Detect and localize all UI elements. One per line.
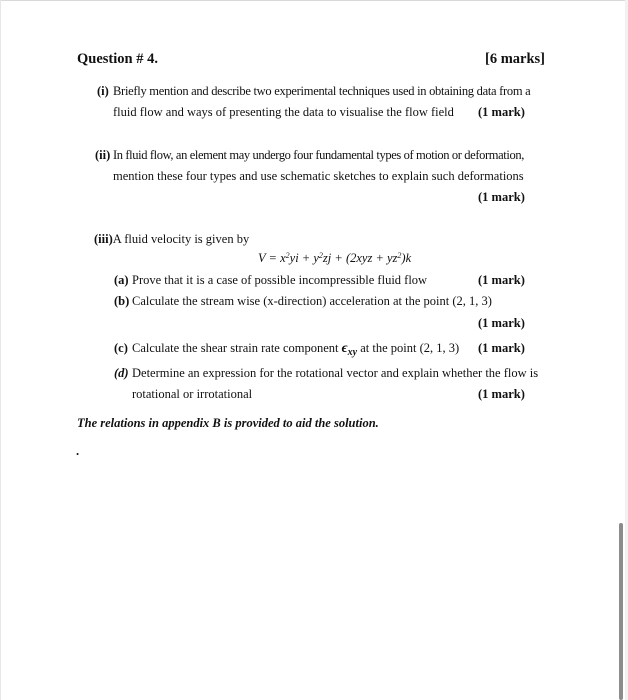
page-frame-left <box>0 0 1 700</box>
part-iii-d-label: (d) <box>114 366 129 380</box>
part-ii-marks: (1 mark) <box>478 190 525 204</box>
part-iii-heading <box>94 232 249 247</box>
part-i-marks: (1 mark) <box>478 105 525 119</box>
page-frame-top <box>0 0 628 1</box>
part-iii-d-marks: (1 mark) <box>478 387 525 401</box>
part-iii-c-marks: (1 mark) <box>478 341 525 355</box>
part-iii-a-marks: (1 mark) <box>478 273 525 287</box>
part-ii-line2: mention these four types and use schematic sketches to explain such deformations <box>113 169 524 183</box>
part-ii-line1: In fluid flow, an element may undergo four fundamental types of motion or deformation, <box>113 148 524 162</box>
part-iii-c-text: Calculate the shear strain rate component $\epsilon_{xy}$ at the point (2, 1, 3) <box>132 341 460 358</box>
part-iii-d-line2: rotational or irrotational <box>132 387 253 401</box>
part-iii-a-text: Prove that it is a case of possible incompressible fluid flow <box>132 273 428 287</box>
part-iii-a-label: (a) <box>114 273 129 287</box>
part-iii-b-text: Calculate the stream wise (x-direction) acceleration at the point (2, 1, 3) <box>132 294 492 308</box>
stray-mark: . <box>76 444 80 458</box>
part-iii-label: (iii) <box>94 232 113 246</box>
question-title: Question # 4. <box>77 51 158 67</box>
part-i-label: (i) <box>97 84 109 98</box>
part-i-line2: fluid flow and ways of presenting the data to visualise the flow field <box>113 105 454 119</box>
part-i-line1: Briefly mention and describe two experimental techniques used in obtaining data from a <box>113 84 531 98</box>
total-marks: [6 marks] <box>485 51 546 67</box>
part-iii-intro: A fluid velocity is given by <box>112 232 250 246</box>
part-ii-label: (ii) <box>95 148 111 162</box>
part-iii-d-line1: Determine an expression for the rotational vector and explain whether the flow is <box>132 366 539 380</box>
appendix-note: The relations in appendix B is provided to aid the solution. <box>77 416 379 430</box>
shear-strain-symbol: $\epsilon_{xy}$ <box>341 341 358 358</box>
part-iii-b-marks: (1 mark) <box>478 316 525 330</box>
part-iii-b-label: (b) <box>114 294 130 308</box>
velocity-equation: $V = x^2yi + y^2zj + (2xyz + yz^2)k$ <box>258 251 412 265</box>
part-iii-c-label: (c) <box>114 341 128 355</box>
vertical-scrollbar[interactable] <box>619 523 623 700</box>
